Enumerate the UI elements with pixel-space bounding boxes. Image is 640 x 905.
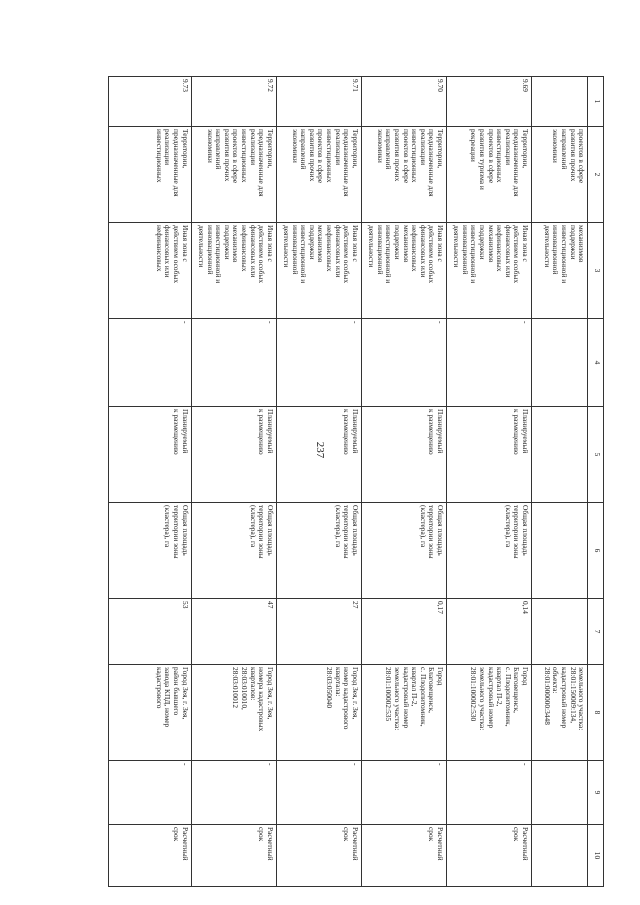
table-row <box>109 77 192 887</box>
column-number-cell: 9 <box>588 761 604 825</box>
cell-number <box>532 77 588 127</box>
cell-col4: - <box>109 319 192 407</box>
table-row <box>446 77 531 887</box>
cell-location: Город Благовещенск, с. Плодопитомник, квартал П-2, кадастровый номер земельного участка: 28:01:100002:535 <box>361 665 446 761</box>
cell-term: Расчетный срок <box>191 825 276 887</box>
cell-zone-kind: Иная зона с действием особых финансовых или нефинансовых механизмов поддержки инвестиционной и инновационной деятельности <box>446 223 531 319</box>
column-number-row <box>588 77 604 887</box>
cell-purpose: Территории, предназначенные для реализации инвестиционных <box>109 127 192 223</box>
cell-parameter: Общая площадь территории зоны (кластера), га <box>191 503 276 599</box>
cell-purpose: Территории, предназначенные для реализации инвестиционных проектов в сфере развития прочих направлений экономики <box>191 127 276 223</box>
table-row <box>191 77 276 887</box>
cell-zone-kind: Иная зона с действием особых финансовых или нефинансовых механизмов поддержки инвестиционной и инновационной деятельности <box>191 223 276 319</box>
cell-term: Расчетный срок <box>276 825 361 887</box>
cell-value <box>532 599 588 665</box>
cell-zone-kind: механизмов поддержки инвестиционной и инновационной деятельности <box>532 223 588 319</box>
cell-zone-kind: Иная зона с действием особых финансовых или нефинансовых <box>109 223 192 319</box>
cell-status: Планируемый к размещению <box>361 407 446 503</box>
cell-location: Город Зея, г. Зея, номера кадастровых кварталов: 28:03:010010, 28:03:010012 <box>191 665 276 761</box>
cell-col9 <box>532 761 588 825</box>
cell-status: Планируемый к размещению <box>109 407 192 503</box>
cell-status: Планируемый к размещению <box>446 407 531 503</box>
cell-purpose: Территории, предназначенные для реализации инвестиционных проектов в сфере развития прочих направлений экономики <box>361 127 446 223</box>
cell-parameter: Общая площадь территории зоны (кластера), га <box>446 503 531 599</box>
cell-location: земельного участка: 28:01:150009:134, кадастровый номер объекта: 28:01:000000:3448 <box>532 665 588 761</box>
cell-purpose: Территории, предназначенные для реализации инвестиционных проектов в сфере развития прочих направлений экономики <box>276 127 361 223</box>
cell-number: 9.70 <box>361 77 446 127</box>
cell-number: 9.72 <box>191 77 276 127</box>
column-number-cell: 5 <box>588 407 604 503</box>
table-row-continuation <box>532 77 588 887</box>
cell-col9: - <box>361 761 446 825</box>
column-number-cell: 4 <box>588 319 604 407</box>
column-number-cell: 2 <box>588 127 604 223</box>
page-number: 237 <box>314 441 326 459</box>
cell-zone-kind: Иная зона с действием особых финансовых или нефинансовых механизмов поддержки инвестиционной и инновационной деятельности <box>361 223 446 319</box>
cell-purpose: проектов в сфере развития прочих направлений экономики <box>532 127 588 223</box>
cell-number: 9.69 <box>446 77 531 127</box>
rotated-table-sheet <box>108 76 604 886</box>
cell-value: 27 <box>276 599 361 665</box>
column-number-cell: 10 <box>588 825 604 887</box>
table-row <box>361 77 446 887</box>
cell-col4 <box>532 319 588 407</box>
cell-parameter: Общая площадь территории зоны (кластера), га <box>361 503 446 599</box>
cell-location: Город Зея, г. Зея, номер кадастрового квартала: 28:03:050040 <box>276 665 361 761</box>
cell-value: 0,14 <box>446 599 531 665</box>
cell-parameter: Общая площадь территории зоны (кластера), га <box>109 503 192 599</box>
table-row <box>276 77 361 887</box>
column-number-cell: 1 <box>588 77 604 127</box>
cell-term <box>532 825 588 887</box>
cell-status <box>532 407 588 503</box>
cell-term: Расчетный срок <box>446 825 531 887</box>
cell-status: Планируемый к размещению <box>191 407 276 503</box>
cell-parameter <box>532 503 588 599</box>
cell-zone-kind: Иная зона с действием особых финансовых или нефинансовых механизмов поддержки инвестиционной и инновационной деятельности <box>276 223 361 319</box>
cell-col9: - <box>191 761 276 825</box>
cell-term: Расчетный срок <box>109 825 192 887</box>
cell-number: 9.71 <box>276 77 361 127</box>
cell-col9: - <box>276 761 361 825</box>
cell-location: Город Зея, г. Зея, район бывшего завода КПД, номер кадастрового <box>109 665 192 761</box>
cell-purpose: Территории, предназначенные для реализации инвестиционных проектов в сфере развития туризма и рекреации <box>446 127 531 223</box>
cell-number: 9.73 <box>109 77 192 127</box>
zones-table <box>108 76 604 887</box>
column-number-cell: 3 <box>588 223 604 319</box>
cell-value: 0,17 <box>361 599 446 665</box>
cell-parameter: Общая площадь территории зоны (кластера), га <box>276 503 361 599</box>
cell-value: 47 <box>191 599 276 665</box>
cell-status: Планируемый к размещению <box>276 407 361 503</box>
cell-col4: - <box>276 319 361 407</box>
cell-location: Город Благовещенск, с. Плодопитомник, квартал П-2, кадастровый номер земельного участка: 28:01:100002:530 <box>446 665 531 761</box>
cell-col4: - <box>361 319 446 407</box>
cell-value: 53 <box>109 599 192 665</box>
column-number-cell: 7 <box>588 599 604 665</box>
cell-col4: - <box>191 319 276 407</box>
cell-col9: - <box>446 761 531 825</box>
column-number-cell: 6 <box>588 503 604 599</box>
cell-col4: - <box>446 319 531 407</box>
column-number-cell: 8 <box>588 665 604 761</box>
cell-term: Расчетный срок <box>361 825 446 887</box>
cell-col9: - <box>109 761 192 825</box>
